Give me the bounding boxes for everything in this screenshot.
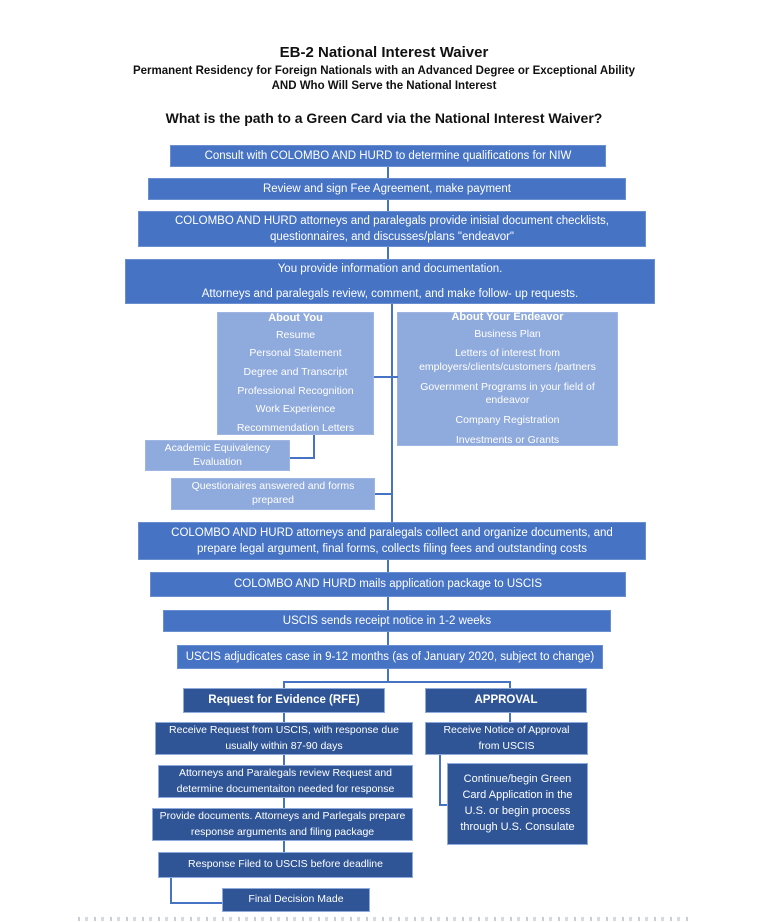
step-box-checklists: COLOMBO AND HURD attorneys and paralegals provide inisial document checklists, questionnaires, and discusses/plans "endeavor"	[138, 211, 646, 247]
connector-questionnaires	[375, 493, 392, 495]
page-question: What is the path to a Green Card via the National Interest Waiver?	[165, 110, 603, 126]
step-box-provide-info	[125, 259, 655, 304]
connector-line	[509, 713, 511, 722]
connector-approval-vertical	[439, 755, 441, 806]
step-box-collect-organize: COLOMBO AND HURD attorneys and paralegals collect and organize documents, and prepare legal argument, final forms, collects filing fees and outstanding costs	[138, 522, 646, 560]
connector-line	[387, 560, 389, 572]
rfe-header-box: Request for Evidence (RFE)	[183, 688, 385, 713]
about-endeavor-box	[397, 312, 618, 446]
final-decision-box: Final Decision Made	[222, 888, 370, 912]
step-box-fee-agreement: Review and sign Fee Agreement, make payment	[148, 178, 626, 200]
rfe-step-provide-documents: Provide documents. Attorneys and Parlegals prepare response arguments and filing package	[152, 808, 413, 841]
connector-line	[283, 841, 285, 852]
connector-line	[283, 755, 285, 765]
connector-line	[387, 597, 389, 610]
connector-line	[283, 713, 285, 722]
rfe-step-response-filed: Response Filed to USCIS before deadline	[158, 852, 413, 878]
about-endeavor-title: About Your Endeavor	[451, 310, 564, 323]
about-you-item: Personal Statement	[249, 347, 342, 360]
connector-academic-horizontal	[290, 457, 315, 459]
questionnaires-box: Questionaires answered and forms prepared	[171, 478, 375, 510]
step-box-adjudicates: USCIS adjudicates case in 9-12 months (as of January 2020, subject to change)	[177, 645, 603, 669]
connector-final-horizontal	[170, 902, 222, 904]
rfe-step-receive-request: Receive Request from USCIS, with response due usually within 87-90 days	[155, 722, 413, 755]
about-endeavor-item: Letters of interest from employers/clients/customers /partners	[419, 347, 596, 374]
step-box-receipt-notice: USCIS sends receipt notice in 1-2 weeks	[163, 610, 611, 632]
about-you-item: Resume	[275, 328, 316, 341]
approval-header-box: APPROVAL	[425, 688, 587, 713]
connector-spine	[391, 304, 393, 522]
about-endeavor-item: Company Registration	[455, 413, 560, 426]
connector-about-endeavor	[393, 376, 398, 378]
page-subtitle-line2: AND Who Will Serve the National Interest	[271, 80, 497, 92]
connector-final-vertical	[170, 878, 172, 904]
connector-line	[283, 798, 285, 808]
academic-evaluation-box: Academic Equivalency Evaluation	[145, 440, 290, 471]
about-you-item: Recommendation Letters	[236, 421, 355, 434]
about-you-item: Professional Recognition	[237, 384, 354, 397]
approval-step-green-card: Continue/begin Green Card Application in the U.S. or begin process through U.S. Consulate	[447, 763, 588, 845]
step-box-consult: Consult with COLOMBO AND HURD to determine qualifications for NIW	[170, 145, 606, 167]
about-you-box	[217, 312, 374, 435]
rfe-step-review-request: Attorneys and Paralegals review Request and determine documentaiton needed for response	[158, 765, 413, 798]
connector-line	[387, 247, 389, 259]
step-box-provide-info-line2: Attorneys and paralegals review, comment, and make follow- up requests.	[201, 288, 579, 300]
connector-line	[387, 200, 389, 211]
about-you-item: Degree and Transcript	[243, 365, 348, 378]
page-title: EB-2 National Interest Waiver	[279, 44, 489, 61]
step-box-mail-package: COLOMBO AND HURD mails application package to USCIS	[150, 572, 626, 597]
connector-split-bar	[283, 681, 511, 683]
approval-step-receive-notice: Receive Notice of Approval from USCIS	[425, 722, 588, 755]
connector-about-you	[374, 376, 392, 378]
about-endeavor-item: Government Programs in your field of endeavor	[420, 380, 595, 407]
about-you-title: About You	[268, 311, 323, 324]
clipped-footer-text	[78, 917, 692, 921]
connector-line	[387, 167, 389, 178]
about-you-item: Work Experience	[255, 403, 336, 416]
connector-line	[387, 632, 389, 645]
page-subtitle-line1: Permanent Residency for Foreign Nationals with an Advanced Degree or Exceptional Ability	[132, 65, 636, 77]
about-endeavor-item: Business Plan	[474, 327, 541, 340]
connector-academic-vertical	[313, 435, 315, 459]
about-endeavor-item: Investments or Grants	[455, 433, 560, 446]
step-box-provide-info-line1: You provide information and documentation.	[277, 262, 503, 275]
